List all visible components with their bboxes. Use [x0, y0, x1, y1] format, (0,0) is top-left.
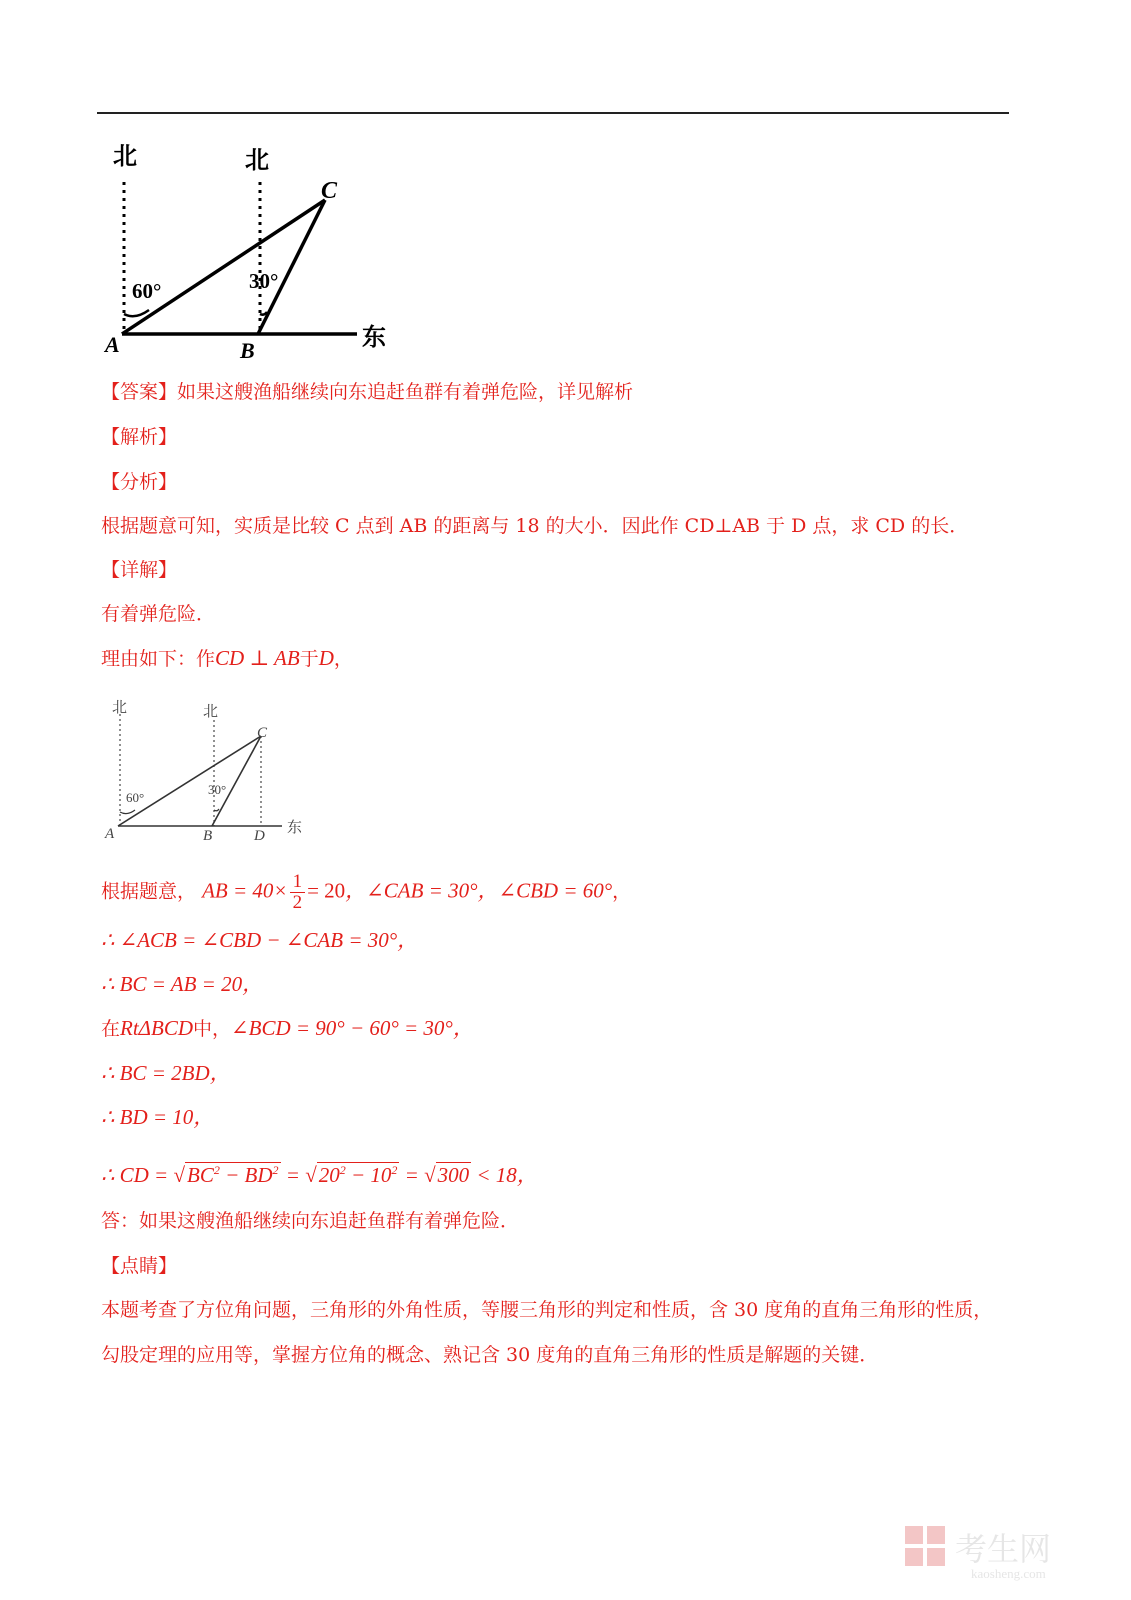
watermark-url: kaosheng.com [971, 1566, 1046, 1581]
xiangjie-tag: 【详解】 [101, 559, 178, 581]
xiangjie-line-1: 有着弹危险． [101, 603, 216, 625]
fig2-point-b: B [203, 828, 213, 844]
step-4 [101, 1016, 474, 1041]
fig2-north-label-1: 北 [112, 700, 128, 716]
sqrt2-sup-b: 2 [391, 1163, 398, 1177]
dianjing-tag: 【点睛】 [101, 1255, 178, 1277]
answer-tag: 【答案】 [101, 381, 178, 403]
step4-triangle: RtΔBCD [120, 1016, 194, 1040]
step1-eq: = 20 [307, 878, 346, 903]
sqrt-bc-bd [185, 1162, 281, 1187]
xiangjie-line-2 [101, 646, 353, 671]
watermark [901, 1520, 1091, 1586]
answer-text: 如果这艘渔船继续向东追赶鱼群有着弹危险，详见解析 [177, 381, 634, 403]
fig2-point-a: A [105, 826, 115, 842]
fenxi-text: 根据题意可知，实质是比较 C 点到 AB 的距离与 18 的大小．因此作 CD⊥AB 于 D 点，求 CD 的长． [101, 515, 969, 537]
figure-1-diagram [97, 138, 397, 363]
fraction-one-half [290, 872, 306, 913]
step1-end: ， [612, 880, 632, 903]
step1-prefix: 根据题意， [101, 880, 197, 903]
fig1-east-label: 东 [362, 325, 386, 351]
answer-line [101, 380, 633, 404]
line2-point-d: D [318, 646, 334, 670]
fig2-north-label-2: 北 [203, 704, 219, 720]
step-1 [101, 872, 631, 913]
step4-prefix: 在 [101, 1018, 121, 1040]
fig1-angle-60: 60° [132, 279, 162, 303]
sqrt1-sup-b: 2 [272, 1163, 279, 1177]
fig2-point-c: C [257, 725, 268, 741]
jiexi-tag: 【解析】 [101, 426, 178, 448]
step-5: ∴ BC = 2BD， [101, 1061, 231, 1085]
sqrt2-20: 20 [318, 1163, 340, 1187]
sqrt-20-10 [317, 1162, 400, 1187]
sqrt2-sup-a: 2 [339, 1163, 346, 1177]
fig2-point-d: D [254, 828, 265, 844]
fig1-point-b: B [240, 338, 255, 363]
fig1-north-label-1: 北 [113, 144, 137, 170]
fig2-angle-30: 30° [208, 782, 227, 797]
fraction-denominator: 2 [292, 892, 303, 913]
conclusion: 答：如果这艘渔船继续向东追赶鱼群有着弹危险． [101, 1210, 520, 1232]
fraction-numerator: 1 [290, 872, 306, 893]
fig1-angle-30: 30° [249, 269, 279, 293]
watermark-logo [901, 1520, 1091, 1582]
sqrt1-sup-a: 2 [213, 1163, 220, 1177]
fenxi-tag: 【分析】 [101, 471, 178, 493]
fig2-angle-60: 60° [126, 790, 145, 805]
watermark-brand: 考生网 [955, 1531, 1052, 1567]
sqrt1-bc: BC [187, 1163, 214, 1187]
step4-expr: ∠BCD = 90° − 60° = 30°， [231, 1016, 474, 1040]
sqrt-300: 300 [437, 1163, 470, 1187]
step7-eq2: = [404, 1163, 419, 1187]
step-3: ∴ BC = AB = 20， [101, 972, 264, 996]
line2-end: ， [333, 648, 353, 670]
figure-2-diagram [97, 692, 317, 848]
sqrt1-bd: − BD [219, 1163, 273, 1187]
dianjing-line-1: 本题考查了方位角问题，三角形的外角性质，等腰三角形的判定和性质，含 30 度角的直角三角形的性质， [101, 1299, 993, 1321]
step-2: ∴ ∠ACB = ∠CBD − ∠CAB = 30°， [101, 928, 419, 952]
fig1-point-c: C [321, 178, 338, 204]
step7-end: < 18， [476, 1163, 538, 1187]
fig1-point-a: A [105, 332, 120, 357]
step1-ab: AB = 40× [202, 878, 288, 903]
step7-prefix: ∴ CD = [101, 1163, 169, 1187]
step1-cbd: ，∠CBD = 60° [477, 878, 613, 903]
step-6: ∴ BD = 10， [101, 1105, 215, 1129]
top-rule [97, 112, 1009, 114]
step1-cab: ，∠CAB = 30° [345, 878, 478, 903]
line2-prefix: 理由如下：作 [101, 648, 216, 670]
sqrt2-10: − 10 [345, 1163, 392, 1187]
line2-mid: 于 [299, 648, 319, 670]
step7-eq1: = [285, 1163, 300, 1187]
step4-mid: 中， [193, 1018, 232, 1040]
fig1-north-label-2: 北 [245, 148, 269, 174]
step-7: ∴ CD = $√BC^2 - BD^2 = √20^2 - 10^2 = √300 < 18$， [101, 1163, 538, 1187]
fig2-east-label: 东 [287, 820, 303, 836]
line2-expr: CD ⊥ AB [215, 646, 300, 670]
dianjing-line-2: 勾股定理的应用等，掌握方位角的概念、熟记含 30 度角的直角三角形的性质是解题的关键． [101, 1344, 879, 1366]
